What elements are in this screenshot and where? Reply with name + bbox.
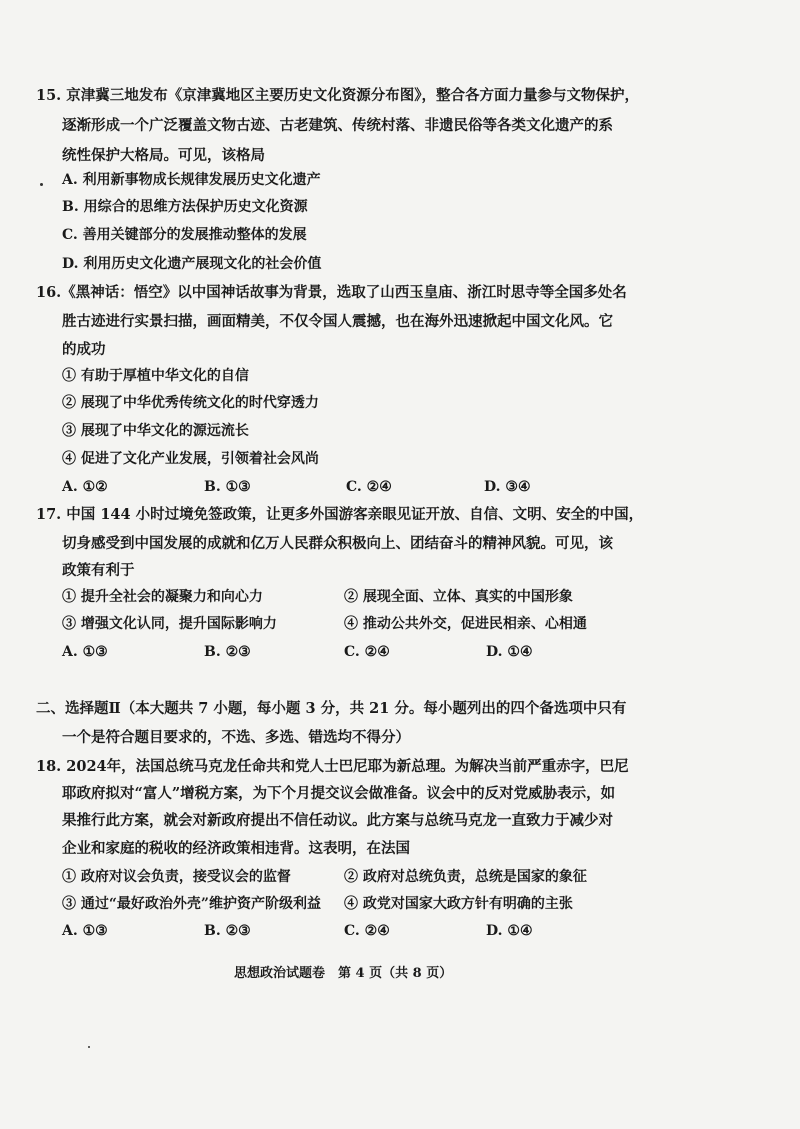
q18-item-3: ③ 通过“最好政治外壳”维护资产阶级利益 — [62, 896, 321, 912]
q15-option-b: B. 用综合的思维方法保护历史文化资源 — [62, 199, 308, 215]
q17-option-d: D. ①④ — [486, 644, 533, 660]
speck — [40, 183, 43, 186]
q18-option-c: C. ②④ — [344, 923, 390, 939]
q16-option-c: C. ②④ — [346, 479, 392, 495]
q15-option-d: D. 利用历史文化遗产展现文化的社会价值 — [62, 256, 322, 272]
q17-line-2: 切身感受到中国发展的成就和亿万人民群众积极向上、团结奋斗的精神风貌。可见，该 — [62, 535, 613, 552]
q16-item-3: ③ 展现了中华文化的源远流长 — [62, 423, 249, 439]
q16-item-1: ① 有助于厚植中华文化的自信 — [62, 368, 249, 384]
q18-option-a: A. ①③ — [62, 923, 108, 939]
q17-item-1: ① 提升全社会的凝聚力和向心力 — [62, 589, 263, 605]
q16-line-1: 16.《黑神话：悟空》以中国神话故事为背景，选取了山西玉皇庙、浙江时思寺等全国多处名 — [36, 284, 627, 301]
q16-item-4: ④ 促进了文化产业发展，引领着社会风尚 — [62, 451, 319, 467]
q16-option-b: B. ①③ — [204, 479, 251, 495]
q18-item-1: ① 政府对议会负责，接受议会的监督 — [62, 869, 291, 885]
section-2-heading-line-2: 一个是符合题目要求的，不选、多选、错选均不得分） — [62, 729, 410, 746]
q15-option-a: A. 利用新事物成长规律发展历史文化遗产 — [62, 172, 321, 188]
q16-item-2: ② 展现了中华优秀传统文化的时代穿透力 — [62, 395, 319, 411]
q18-item-2: ② 政府对总统负责，总统是国家的象征 — [344, 869, 587, 885]
q17-item-2: ② 展现全面、立体、真实的中国形象 — [344, 589, 573, 605]
page-footer: 思想政治试题卷 第 4 页（共 8 页） — [234, 966, 453, 981]
q17-item-3: ③ 增强文化认同，提升国际影响力 — [62, 616, 277, 632]
q15-line-2: 逐渐形成一个广泛覆盖文物古迹、古老建筑、传统村落、非遗民俗等各类文化遗产的系 — [62, 117, 613, 134]
q15-option-c: C. 善用关键部分的发展推动整体的发展 — [62, 227, 307, 243]
section-2-heading-line-1: 二、选择题Ⅱ（本大题共 7 小题，每小题 3 分，共 21 分。每小题列出的四个备选项中只有 — [36, 700, 627, 717]
q18-option-b: B. ②③ — [204, 923, 251, 939]
q18-line-3: 果推行此方案，就会对新政府提出不信任动议。此方案与总统马克龙一直致力于减少对 — [62, 812, 613, 829]
q18-option-d: D. ①④ — [486, 923, 533, 939]
speck — [88, 1046, 90, 1048]
q17-option-b: B. ②③ — [204, 644, 251, 660]
q17-option-a: A. ①③ — [62, 644, 108, 660]
q15-line-3: 统性保护大格局。可见，该格局 — [62, 147, 265, 164]
q18-line-1: 18. 2024年，法国总统马克龙任命共和党人士巴尼耶为新总理。为解决当前严重赤字，巴尼 — [36, 758, 629, 775]
q17-item-4: ④ 推动公共外交，促进民相亲、心相通 — [344, 616, 587, 632]
q16-line-3: 的成功 — [62, 341, 106, 358]
q17-line-1: 17. 中国 144 小时过境免签政策，让更多外国游客亲眼见证开放、自信、文明、安全的中国， — [36, 506, 644, 523]
q15-line-1: 15. 京津冀三地发布《京津冀地区主要历史文化资源分布图》，整合各方面力量参与文物保护， — [36, 87, 640, 104]
q17-line-3: 政策有利于 — [62, 562, 135, 579]
q16-option-d: D. ③④ — [484, 479, 531, 495]
q17-option-c: C. ②④ — [344, 644, 390, 660]
q16-line-2: 胜古迹进行实景扫描，画面精美，不仅令国人震撼，也在海外迅速掀起中国文化风。它 — [62, 313, 613, 330]
q18-item-4: ④ 政党对国家大政方针有明确的主张 — [344, 896, 573, 912]
q18-line-4: 企业和家庭的税收的经济政策相违背。这表明，在法国 — [62, 840, 410, 857]
q18-line-2: 耶政府拟对“富人”增税方案，为下个月提交议会做准备。议会中的反对党威胁表示，如 — [62, 785, 616, 802]
q16-option-a: A. ①② — [62, 479, 108, 495]
